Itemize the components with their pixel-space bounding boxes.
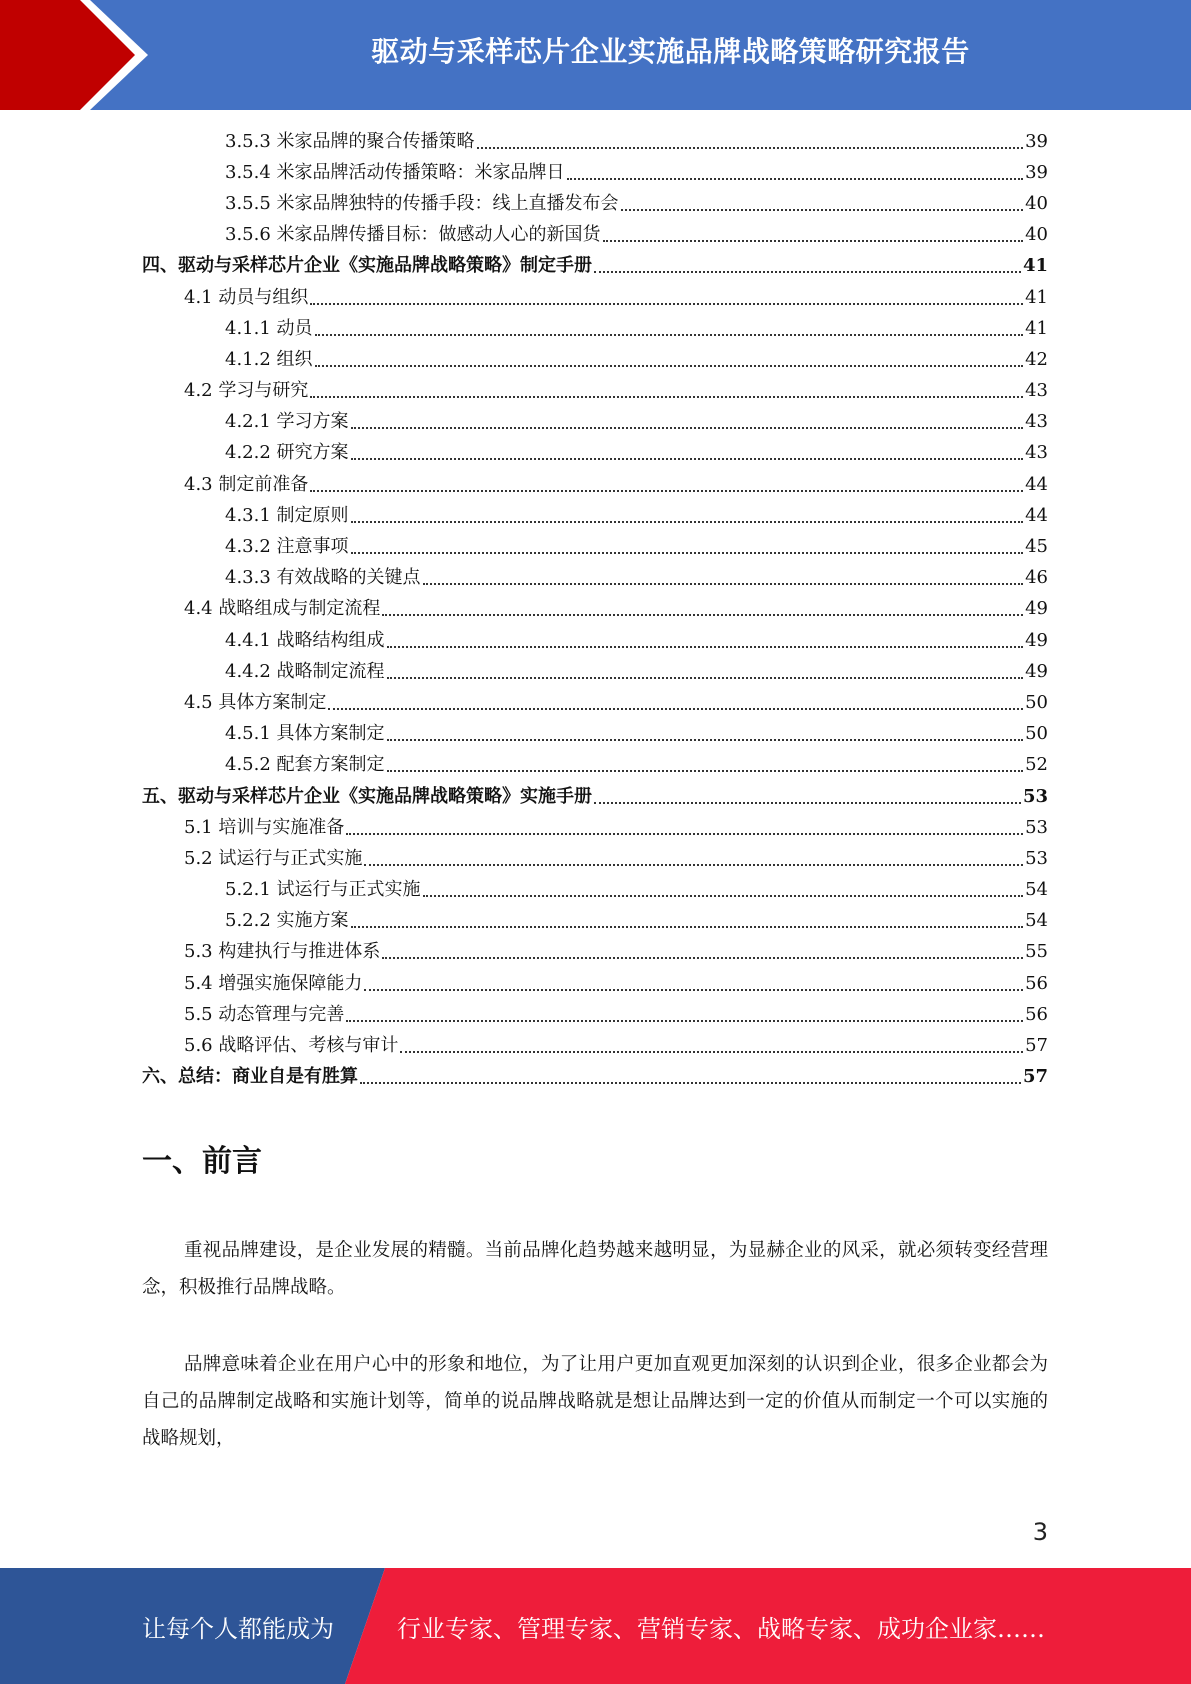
- toc-entry[interactable]: [142, 438, 1048, 469]
- toc-leader-dots: [346, 1002, 1023, 1022]
- toc-entry-label: 4.4.2 战略制定流程: [225, 660, 385, 682]
- toc-entry-page: 45: [1025, 536, 1048, 558]
- toc-entry-page: 40: [1025, 224, 1048, 246]
- toc-entry-page: 49: [1025, 629, 1048, 651]
- document-title: 驱动与采样芯片企业实施品牌战略策略研究报告: [371, 35, 970, 68]
- toc-entry-label: 5.5 动态管理与完善: [184, 1003, 345, 1025]
- toc-leader-dots: [364, 846, 1023, 866]
- toc-entry-label: 4.3 制定前准备: [184, 473, 309, 495]
- toc-leader-dots: [594, 253, 1021, 273]
- header-arrow-decoration: [0, 0, 160, 110]
- toc-leader-dots: [382, 596, 1023, 616]
- toc-entry-page: 50: [1025, 691, 1048, 713]
- toc-entry-label: 5.2.1 试运行与正式实施: [225, 879, 421, 901]
- toc-leader-dots: [387, 752, 1024, 772]
- toc-entry-page: 54: [1025, 879, 1048, 901]
- toc-entry-page: 44: [1025, 473, 1048, 495]
- toc-entry[interactable]: [142, 843, 1048, 874]
- toc-entry[interactable]: [142, 251, 1048, 282]
- toc-entry-label: 四、驱动与采样芯片企业《实施品牌战略策略》制定手册: [142, 255, 592, 277]
- toc-entry-page: 43: [1025, 380, 1048, 402]
- toc-leader-dots: [351, 409, 1024, 429]
- toc-entry-page: 44: [1025, 504, 1048, 526]
- toc-entry-label: 五、驱动与采样芯片企业《实施品牌战略策略》实施手册: [142, 785, 592, 807]
- page-footer: [0, 1568, 1191, 1684]
- toc-leader-dots: [621, 191, 1024, 211]
- toc-entry-label: 4.1.1 动员: [225, 317, 313, 339]
- toc-leader-dots: [423, 565, 1024, 585]
- page-header: [0, 0, 1191, 110]
- toc-entry[interactable]: [142, 220, 1048, 251]
- toc-entry[interactable]: [142, 126, 1048, 157]
- toc-entry-page: 43: [1025, 442, 1048, 464]
- toc-entry-page: 39: [1025, 130, 1048, 152]
- toc-leader-dots: [477, 129, 1024, 149]
- toc-entry-label: 5.1 培训与实施准备: [184, 816, 345, 838]
- toc-entry[interactable]: [142, 157, 1048, 188]
- toc-entry-page: 56: [1025, 1003, 1048, 1025]
- toc-entry-page: 49: [1025, 660, 1048, 682]
- toc-leader-dots: [310, 285, 1023, 305]
- toc-entry-label: 5.2 试运行与正式实施: [184, 847, 363, 869]
- toc-entry-page: 57: [1022, 1066, 1048, 1088]
- toc-entry-page: 41: [1022, 255, 1048, 277]
- toc-entry[interactable]: [142, 282, 1048, 313]
- table-of-contents: [142, 126, 1048, 1093]
- toc-entry-page: 42: [1025, 348, 1048, 370]
- toc-entry[interactable]: [142, 968, 1048, 999]
- toc-entry[interactable]: [142, 750, 1048, 781]
- toc-entry-label: 4.4.1 战略结构组成: [225, 629, 385, 651]
- toc-entry-label: 4.1 动员与组织: [184, 286, 309, 308]
- toc-leader-dots: [351, 908, 1024, 928]
- toc-entry-label: 3.5.6 米家品牌传播目标：做感动人心的新国货: [225, 224, 601, 246]
- toc-entry-label: 4.4 战略组成与制定流程: [184, 598, 381, 620]
- toc-entry-page: 54: [1025, 910, 1048, 932]
- toc-entry[interactable]: [142, 531, 1048, 562]
- footer-slogan-right: 行业专家、管理专家、营销专家、战略专家、成功企业家……: [397, 1614, 1045, 1643]
- toc-entry-label: 六、总结：商业自是有胜算: [142, 1066, 358, 1088]
- toc-entry[interactable]: [142, 469, 1048, 500]
- toc-entry-page: 43: [1025, 411, 1048, 433]
- toc-entry-label: 3.5.4 米家品牌活动传播策略：米家品牌日: [225, 161, 565, 183]
- toc-leader-dots: [351, 503, 1024, 523]
- toc-leader-dots: [364, 971, 1023, 991]
- toc-leader-dots: [351, 440, 1024, 460]
- toc-entry-page: 55: [1025, 941, 1048, 963]
- toc-entry[interactable]: [142, 687, 1048, 718]
- paragraph-2: 品牌意味着企业在用户心中的形象和地位，为了让用户更加直观更加深刻的认识到企业，很多企业都会为自己的品牌制定战略和实施计划等，简单的说品牌战略就是想让品牌达到一定的价值从而制定一个可以实施的战略规划，: [142, 1354, 1048, 1449]
- toc-entry[interactable]: [142, 656, 1048, 687]
- toc-leader-dots: [328, 690, 1023, 710]
- toc-entry[interactable]: [142, 407, 1048, 438]
- toc-entry[interactable]: [142, 594, 1048, 625]
- toc-entry-label: 3.5.3 米家品牌的聚合传播策略: [225, 130, 475, 152]
- toc-leader-dots: [423, 877, 1024, 897]
- toc-entry-page: 53: [1022, 785, 1048, 807]
- toc-entry[interactable]: [142, 999, 1048, 1030]
- toc-leader-dots: [400, 1033, 1023, 1053]
- toc-entry-label: 4.5.1 具体方案制定: [225, 723, 385, 745]
- toc-entry-label: 4.5.2 配套方案制定: [225, 754, 385, 776]
- toc-entry[interactable]: [142, 500, 1048, 531]
- toc-entry-page: 41: [1025, 317, 1048, 339]
- toc-entry[interactable]: [142, 313, 1048, 344]
- toc-entry-label: 4.2 学习与研究: [184, 380, 309, 402]
- toc-entry[interactable]: [142, 719, 1048, 750]
- toc-leader-dots: [387, 721, 1024, 741]
- toc-entry-page: 39: [1025, 161, 1048, 183]
- toc-entry-label: 4.1.2 组织: [225, 348, 313, 370]
- toc-entry-page: 41: [1025, 286, 1048, 308]
- toc-entry-label: 4.2.1 学习方案: [225, 411, 349, 433]
- toc-entry-page: 52: [1025, 754, 1048, 776]
- toc-leader-dots: [387, 659, 1024, 679]
- toc-entry[interactable]: [142, 344, 1048, 375]
- toc-entry-label: 4.3.1 制定原则: [225, 504, 349, 526]
- toc-leader-dots: [315, 316, 1024, 336]
- toc-entry-page: 56: [1025, 972, 1048, 994]
- toc-entry-label: 4.5 具体方案制定: [184, 691, 327, 713]
- toc-entry-page: 49: [1025, 598, 1048, 620]
- toc-leader-dots: [603, 222, 1024, 242]
- toc-leader-dots: [382, 939, 1023, 959]
- toc-leader-dots: [567, 160, 1024, 180]
- toc-entry-page: 57: [1025, 1035, 1048, 1057]
- toc-entry-label: 4.2.2 研究方案: [225, 442, 349, 464]
- toc-entry[interactable]: [142, 781, 1048, 812]
- toc-entry[interactable]: [142, 188, 1048, 219]
- toc-entry[interactable]: [142, 563, 1048, 594]
- toc-entry-label: 3.5.5 米家品牌独特的传播手段：线上直播发布会: [225, 192, 619, 214]
- toc-entry[interactable]: [142, 875, 1048, 906]
- section-heading: 一、前言: [142, 1144, 262, 1179]
- toc-leader-dots: [315, 347, 1024, 367]
- page-number: 3: [1032, 1518, 1048, 1546]
- toc-entry-page: 46: [1025, 567, 1048, 589]
- toc-entry[interactable]: [142, 625, 1048, 656]
- footer-slogan-left: 让每个人都能成为: [142, 1614, 334, 1643]
- toc-leader-dots: [360, 1064, 1021, 1084]
- toc-leader-dots: [387, 628, 1024, 648]
- toc-entry-label: 4.3.3 有效战略的关键点: [225, 567, 421, 589]
- toc-entry[interactable]: [142, 906, 1048, 937]
- toc-entry-page: 50: [1025, 723, 1048, 745]
- toc-entry-label: 5.4 增强实施保障能力: [184, 972, 363, 994]
- toc-entry[interactable]: [142, 376, 1048, 407]
- toc-entry-page: 53: [1025, 816, 1048, 838]
- toc-entry-label: 5.3 构建执行与推进体系: [184, 941, 381, 963]
- toc-entry-label: 5.6 战略评估、考核与审计: [184, 1035, 399, 1057]
- toc-entry-page: 40: [1025, 192, 1048, 214]
- toc-leader-dots: [346, 815, 1023, 835]
- toc-entry-label: 4.3.2 注意事项: [225, 536, 349, 558]
- toc-leader-dots: [594, 784, 1021, 804]
- toc-entry-page: 53: [1025, 847, 1048, 869]
- toc-entry[interactable]: [142, 812, 1048, 843]
- toc-leader-dots: [310, 472, 1023, 492]
- toc-entry[interactable]: [142, 1030, 1048, 1061]
- toc-entry-label: 5.2.2 实施方案: [225, 910, 349, 932]
- toc-leader-dots: [310, 378, 1023, 398]
- toc-leader-dots: [351, 534, 1024, 554]
- paragraph-1: 重视品牌建设，是企业发展的精髓。当前品牌化趋势越来越明显，为显赫企业的风采，就必须转变经营理念，积极推行品牌战略。: [142, 1240, 1048, 1298]
- toc-entry[interactable]: [142, 1062, 1048, 1093]
- toc-entry[interactable]: [142, 937, 1048, 968]
